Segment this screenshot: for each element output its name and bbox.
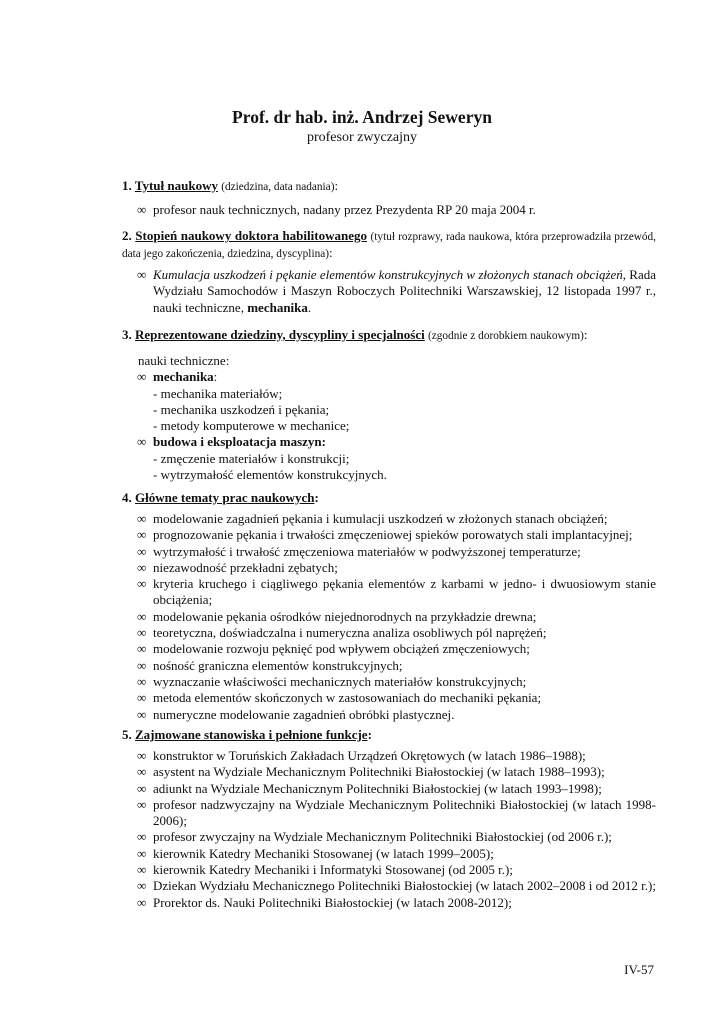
discipline-suffix: : (213, 369, 218, 385)
section-colon: : (334, 178, 339, 193)
list-item-text: numeryczne modelowanie zagadnień obróbki plastycznej. (153, 706, 455, 722)
list-item-text: kierownik Katedry Mechaniki i Informatyki Stosowanej (od 2005 r.); (153, 862, 513, 878)
list-item (122, 862, 656, 878)
discipline-name: budowa i eksploatacja maszyn: (153, 434, 326, 450)
list-item (122, 527, 656, 543)
page-number: IV-57 (624, 962, 654, 977)
list-item (122, 846, 656, 862)
section-title: Główne tematy prac naukowych (135, 490, 315, 505)
section-colon: : (314, 490, 319, 505)
section-number: 4. (122, 490, 132, 505)
list-item-text: modelowanie zagadnień pękania i kumulacji uszkodzeń w złożonych stanach obciążeń; (153, 511, 608, 526)
list-item-text: wyznaczanie właściwości mechanicznych materiałów konstrukcyjnych; (153, 673, 527, 689)
list-item (122, 748, 656, 764)
section-heading (122, 726, 656, 743)
list-item-text: metoda elementów skończonych w zastosowaniach do mechaniki pękania; (153, 690, 542, 706)
thesis-title: Kumulacja uszkodzeń i pękanie elementów konstrukcyjnych w złożonych stanach obciążeń (153, 267, 623, 282)
discipline-group (122, 434, 656, 450)
infinity-bullet-icon: ∞ (137, 267, 147, 282)
list-item-text: modelowanie pękania ośrodków niejednorodnych na przykładzie drewna; (153, 608, 537, 624)
list-item-text: adiunkt na Wydziale Mechanicznym Politechniki Białostockiej (w latach 1993–1998); (153, 780, 602, 796)
discipline-groups (122, 369, 656, 483)
section-title: Tytuł naukowy (134, 178, 218, 193)
infinity-bullet-icon: ∞ (137, 894, 147, 910)
list-item (122, 878, 656, 894)
infinity-bullet-icon: ∞ (137, 511, 147, 526)
section-number: 5. (122, 727, 132, 742)
list-item (122, 674, 656, 690)
list-item (122, 511, 656, 527)
list-item-text: prognozowanie pękania i trwałości zmęczeniowej spieków porowatych stali implantacyjnej; (153, 527, 633, 543)
section-note: (zgodnie z dorobkiem naukowym) (427, 330, 584, 342)
list-item (122, 781, 656, 797)
list-item (122, 560, 656, 576)
list-item (122, 690, 656, 706)
list-item-text: profesor nauk technicznych, nadany przez Prezydenta RP 20 maja 2004 r. (153, 202, 536, 217)
section-list (122, 511, 656, 723)
section-note: (tytuł rozprawy, rada naukowa, która przeprowadziła przewód, data jego zakończenia, dziedzina, dyscyplina) (122, 231, 657, 260)
page-title: Prof. dr hab. inż. Andrzej Seweryn (232, 107, 492, 127)
section-heading (122, 177, 656, 196)
section-list (122, 202, 656, 218)
section-colon: : (329, 245, 333, 260)
section-colon: : (583, 327, 588, 342)
list-item-text: kierownik Katedry Mechaniki Stosowanej (w latach 1999–2005); (153, 845, 494, 861)
list-item-text: nośność graniczna elementów konstrukcyjnych; (153, 657, 403, 673)
infinity-bullet-icon: ∞ (137, 543, 147, 559)
thesis-details: , Rada Wydziału Samochodów i Maszyn Roboczych Politechniki Warszawskiej, 12 listopada 1997 r., nauki techniczne, (153, 267, 656, 315)
specialty-item: - mechanika materiałów; (153, 385, 283, 401)
infinity-bullet-icon: ∞ (137, 845, 147, 861)
list-item-text: teoretyczna, doświadczalna i numeryczna analiza osobliwych pól naprężeń; (153, 625, 547, 641)
discipline-name: mechanika (153, 369, 214, 385)
infinity-bullet-icon: ∞ (137, 673, 147, 689)
infinity-bullet-icon: ∞ (137, 748, 147, 763)
infinity-bullet-icon: ∞ (137, 878, 147, 894)
infinity-bullet-icon: ∞ (137, 690, 147, 706)
list-item (122, 625, 656, 641)
section-title: Stopień naukowy doktora habilitowanego (135, 228, 367, 243)
infinity-bullet-icon: ∞ (137, 796, 147, 812)
section-research-topics (122, 489, 656, 723)
list-item-text: profesor zwyczajny na Wydziale Mechanicznym Politechniki Białostockiej (od 2006 r.); (153, 829, 612, 845)
list-item-text: kryteria kruchego i ciągliwego pękania elementów z karbami w jedno- i dwuosiowym stanie obciążenia; (153, 576, 656, 608)
list-item (122, 895, 656, 911)
list-item-text: konstruktor w Toruńskich Zakładach Urządzeń Okrętowych (w latach 1986–1988); (153, 748, 586, 763)
infinity-bullet-icon: ∞ (137, 625, 147, 641)
list-item-text: Prorektor ds. Nauki Politechniki Białostockiej (w latach 2008-2012); (153, 894, 512, 910)
section-heading (122, 489, 656, 506)
list-item (122, 707, 656, 723)
thesis-discipline: mechanika (247, 299, 308, 315)
infinity-bullet-icon: ∞ (137, 369, 147, 385)
specialty-item: - wytrzymałość elementów konstrukcyjnych. (153, 467, 387, 483)
list-item (122, 267, 656, 316)
section-habilitation (122, 228, 656, 316)
list-item (122, 797, 656, 830)
section-number: 2. (122, 228, 132, 243)
page-subtitle: profesor zwyczajny (306, 130, 417, 145)
section-positions (122, 726, 656, 911)
specialty-item: - zmęczenie materiałów i konstrukcji; (153, 450, 350, 466)
list-item (122, 829, 656, 845)
list-item-text: wytrzymałość i trwałość zmęczeniowa materiałów w podwyższonej temperaturze; (153, 543, 581, 559)
infinity-bullet-icon: ∞ (137, 764, 147, 780)
list-item (122, 764, 656, 780)
infinity-bullet-icon: ∞ (137, 657, 147, 673)
infinity-bullet-icon: ∞ (137, 434, 147, 450)
thesis-end: . (307, 299, 312, 315)
infinity-bullet-icon: ∞ (137, 576, 147, 592)
section-heading (122, 228, 656, 262)
discipline-group (122, 369, 656, 385)
infinity-bullet-icon: ∞ (137, 862, 147, 878)
list-item (122, 544, 656, 560)
infinity-bullet-icon: ∞ (137, 829, 147, 845)
infinity-bullet-icon: ∞ (137, 706, 147, 722)
list-item (122, 576, 656, 609)
list-item (122, 658, 656, 674)
specialty-item: - metody komputerowe w mechanice; (153, 418, 350, 434)
list-item-text: asystent na Wydziale Mechanicznym Politechniki Białostockiej (w latach 1988–1993); (153, 764, 605, 780)
section-heading (122, 326, 656, 345)
section-title: Zajmowane stanowiska i pełnione funkcje (135, 727, 368, 742)
list-item-text: Dziekan Wydziału Mechanicznego Politechniki Białostockiej (w latach 2002–2008 i od 2012 r.); (153, 878, 656, 894)
section-note: (dziedzina, data nadania) (221, 181, 335, 193)
field-label: nauki techniczne: (138, 353, 230, 368)
infinity-bullet-icon: ∞ (137, 780, 147, 796)
infinity-bullet-icon: ∞ (137, 527, 147, 543)
section-colon: : (367, 727, 372, 742)
section-number: 1. (122, 178, 132, 193)
infinity-bullet-icon: ∞ (137, 202, 147, 217)
list-item-text: modelowanie rozwoju pęknięć pod wpływem obciążeń zmęczeniowych; (153, 641, 530, 657)
section-list (122, 748, 656, 911)
list-item (122, 641, 656, 657)
list-item (122, 609, 656, 625)
section-title: Reprezentowane dziedziny, dyscypliny i specjalności (135, 327, 425, 342)
section-disciplines (122, 326, 656, 483)
list-item (122, 202, 656, 218)
infinity-bullet-icon: ∞ (137, 559, 147, 575)
infinity-bullet-icon: ∞ (137, 608, 147, 624)
section-academic-title (122, 177, 656, 218)
section-number: 3. (122, 327, 132, 342)
infinity-bullet-icon: ∞ (137, 641, 147, 657)
list-item-text: niezawodność przekładni zębatych; (153, 559, 338, 575)
specialty-item: - mechanika uszkodzeń i pękania; (153, 401, 330, 417)
list-item-text: profesor nadzwyczajny na Wydziale Mechanicznym Politechniki Białostockiej (w latach 1998-2006); (153, 796, 656, 829)
